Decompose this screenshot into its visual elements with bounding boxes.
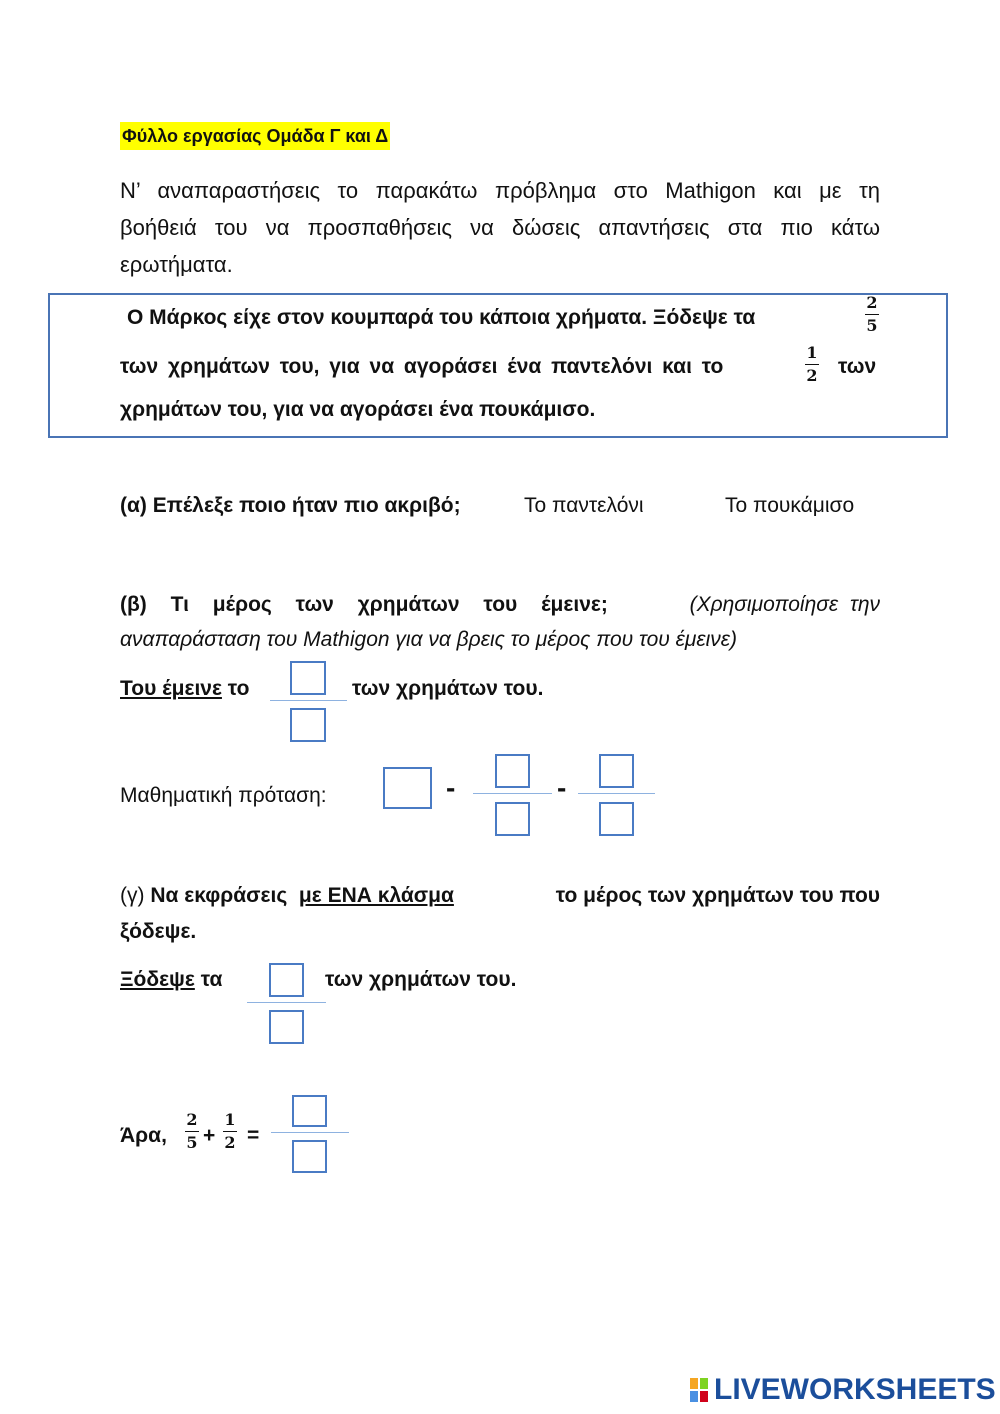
answer-suffix: των χρημάτων του. xyxy=(325,968,517,991)
problem-fraction-2-5 xyxy=(864,294,880,335)
second-numerator-input[interactable] xyxy=(599,754,634,788)
question-c-line-2: ξόδεψε. xyxy=(120,920,197,943)
problem-line-2: των χρημάτων του, για να αγοράσει ένα παντελόνι και το xyxy=(120,355,724,378)
question-c-line-1 xyxy=(120,884,880,908)
plus-sign: + xyxy=(203,1124,216,1147)
intro-paragraph xyxy=(120,172,880,283)
math-sentence-label: Μαθηματική πρόταση: xyxy=(120,784,327,807)
fraction-numerator: 1 xyxy=(224,1110,236,1129)
minus-sign: - xyxy=(446,772,456,803)
spent-denominator-input[interactable] xyxy=(269,1010,304,1044)
problem-line-2-end: των xyxy=(838,355,877,378)
question-b-prompt: (β) Τι μέρος των χρημάτων του έμεινε; xyxy=(120,593,608,616)
remaining-numerator-input[interactable] xyxy=(290,661,326,695)
fraction-bar xyxy=(805,364,819,365)
worksheet-title: Φύλλο εργασίας Ομάδα Γ και Δ xyxy=(120,122,390,150)
option-trousers[interactable]: Το παντελόνι xyxy=(524,494,644,517)
intro-line: βοήθειά του να προσπαθήσεις να δώσεις απαντήσεις στα πιο κάτω xyxy=(120,215,880,240)
first-numerator-input[interactable] xyxy=(495,754,530,788)
logo-mark-icon xyxy=(690,1378,708,1402)
question-c-rest: το μέρος των χρημάτων του που xyxy=(555,884,880,907)
answer-prefix-underlined: Του έμεινε xyxy=(120,677,222,700)
fraction-bar xyxy=(865,314,879,315)
question-b-line-1 xyxy=(120,593,880,617)
question-c-letter: (γ) xyxy=(120,884,145,907)
logo-text: LIVEWORKSHEETS xyxy=(714,1373,996,1406)
question-c-answer-line xyxy=(120,968,222,992)
question-b-answer-line xyxy=(120,677,249,701)
fraction-bar xyxy=(223,1131,237,1132)
problem-line-1: Ο Μάρκος είχε στον κουμπαρά του κάποια χρήματα. Ξόδεψε τα xyxy=(127,306,756,329)
fraction-bar xyxy=(473,793,552,794)
fraction-numerator: 2 xyxy=(186,1110,198,1129)
remaining-denominator-input[interactable] xyxy=(290,708,326,742)
fraction-denominator: 2 xyxy=(224,1133,236,1152)
fraction-bar xyxy=(271,1132,349,1133)
fraction-denominator: 5 xyxy=(866,316,878,335)
spent-numerator-input[interactable] xyxy=(269,963,304,997)
intro-line: Ν’ αναπαραστήσεις το παρακάτω πρόβλημα στο Mathigon και με τη xyxy=(120,178,880,203)
liveworksheets-logo xyxy=(690,1372,996,1412)
fraction-bar xyxy=(247,1002,326,1003)
sum-numerator-input[interactable] xyxy=(292,1095,327,1127)
question-c-emphasis: με ΕΝΑ κλάσμα xyxy=(298,884,454,907)
fraction-numerator: 2 xyxy=(866,293,878,312)
problem-line-3: χρημάτων του, για να αγοράσει ένα πουκάμισο. xyxy=(120,398,596,421)
problem-fraction-1-2 xyxy=(804,344,820,385)
answer-prefix-underlined: Ξόδεψε xyxy=(120,968,195,991)
fraction-bar xyxy=(185,1131,199,1132)
question-c-label xyxy=(120,884,454,908)
minus-sign: - xyxy=(557,772,567,803)
fraction-bar xyxy=(578,793,655,794)
whole-input[interactable] xyxy=(383,767,432,809)
intro-line: ερωτήματα. xyxy=(120,252,233,277)
fraction-denominator: 2 xyxy=(806,366,818,385)
final-label: Άρα, xyxy=(120,1124,167,1147)
answer-suffix: των χρημάτων του. xyxy=(352,677,544,700)
question-c-verb: Να εκφράσεις xyxy=(150,884,288,907)
option-shirt[interactable]: Το πουκάμισο xyxy=(725,494,855,517)
question-a-prompt: (α) Επέλεξε ποιο ήταν πιο ακριβό; xyxy=(120,494,461,517)
final-fraction-1-2 xyxy=(222,1111,238,1152)
fraction-denominator: 5 xyxy=(186,1133,198,1152)
equals-sign: = xyxy=(247,1124,260,1147)
answer-prefix: το xyxy=(227,677,250,700)
first-denominator-input[interactable] xyxy=(495,802,530,836)
fraction-bar xyxy=(270,700,347,701)
question-b-hint: αναπαράσταση του Mathigon για να βρεις το μέρος που του έμεινε) xyxy=(120,628,738,651)
question-b-hint-start: (Χρησιμοποίησε την xyxy=(689,593,880,616)
second-denominator-input[interactable] xyxy=(599,802,634,836)
sum-denominator-input[interactable] xyxy=(292,1140,327,1173)
answer-prefix: τα xyxy=(200,968,223,991)
fraction-numerator: 1 xyxy=(806,343,818,362)
final-fraction-2-5 xyxy=(184,1111,200,1152)
